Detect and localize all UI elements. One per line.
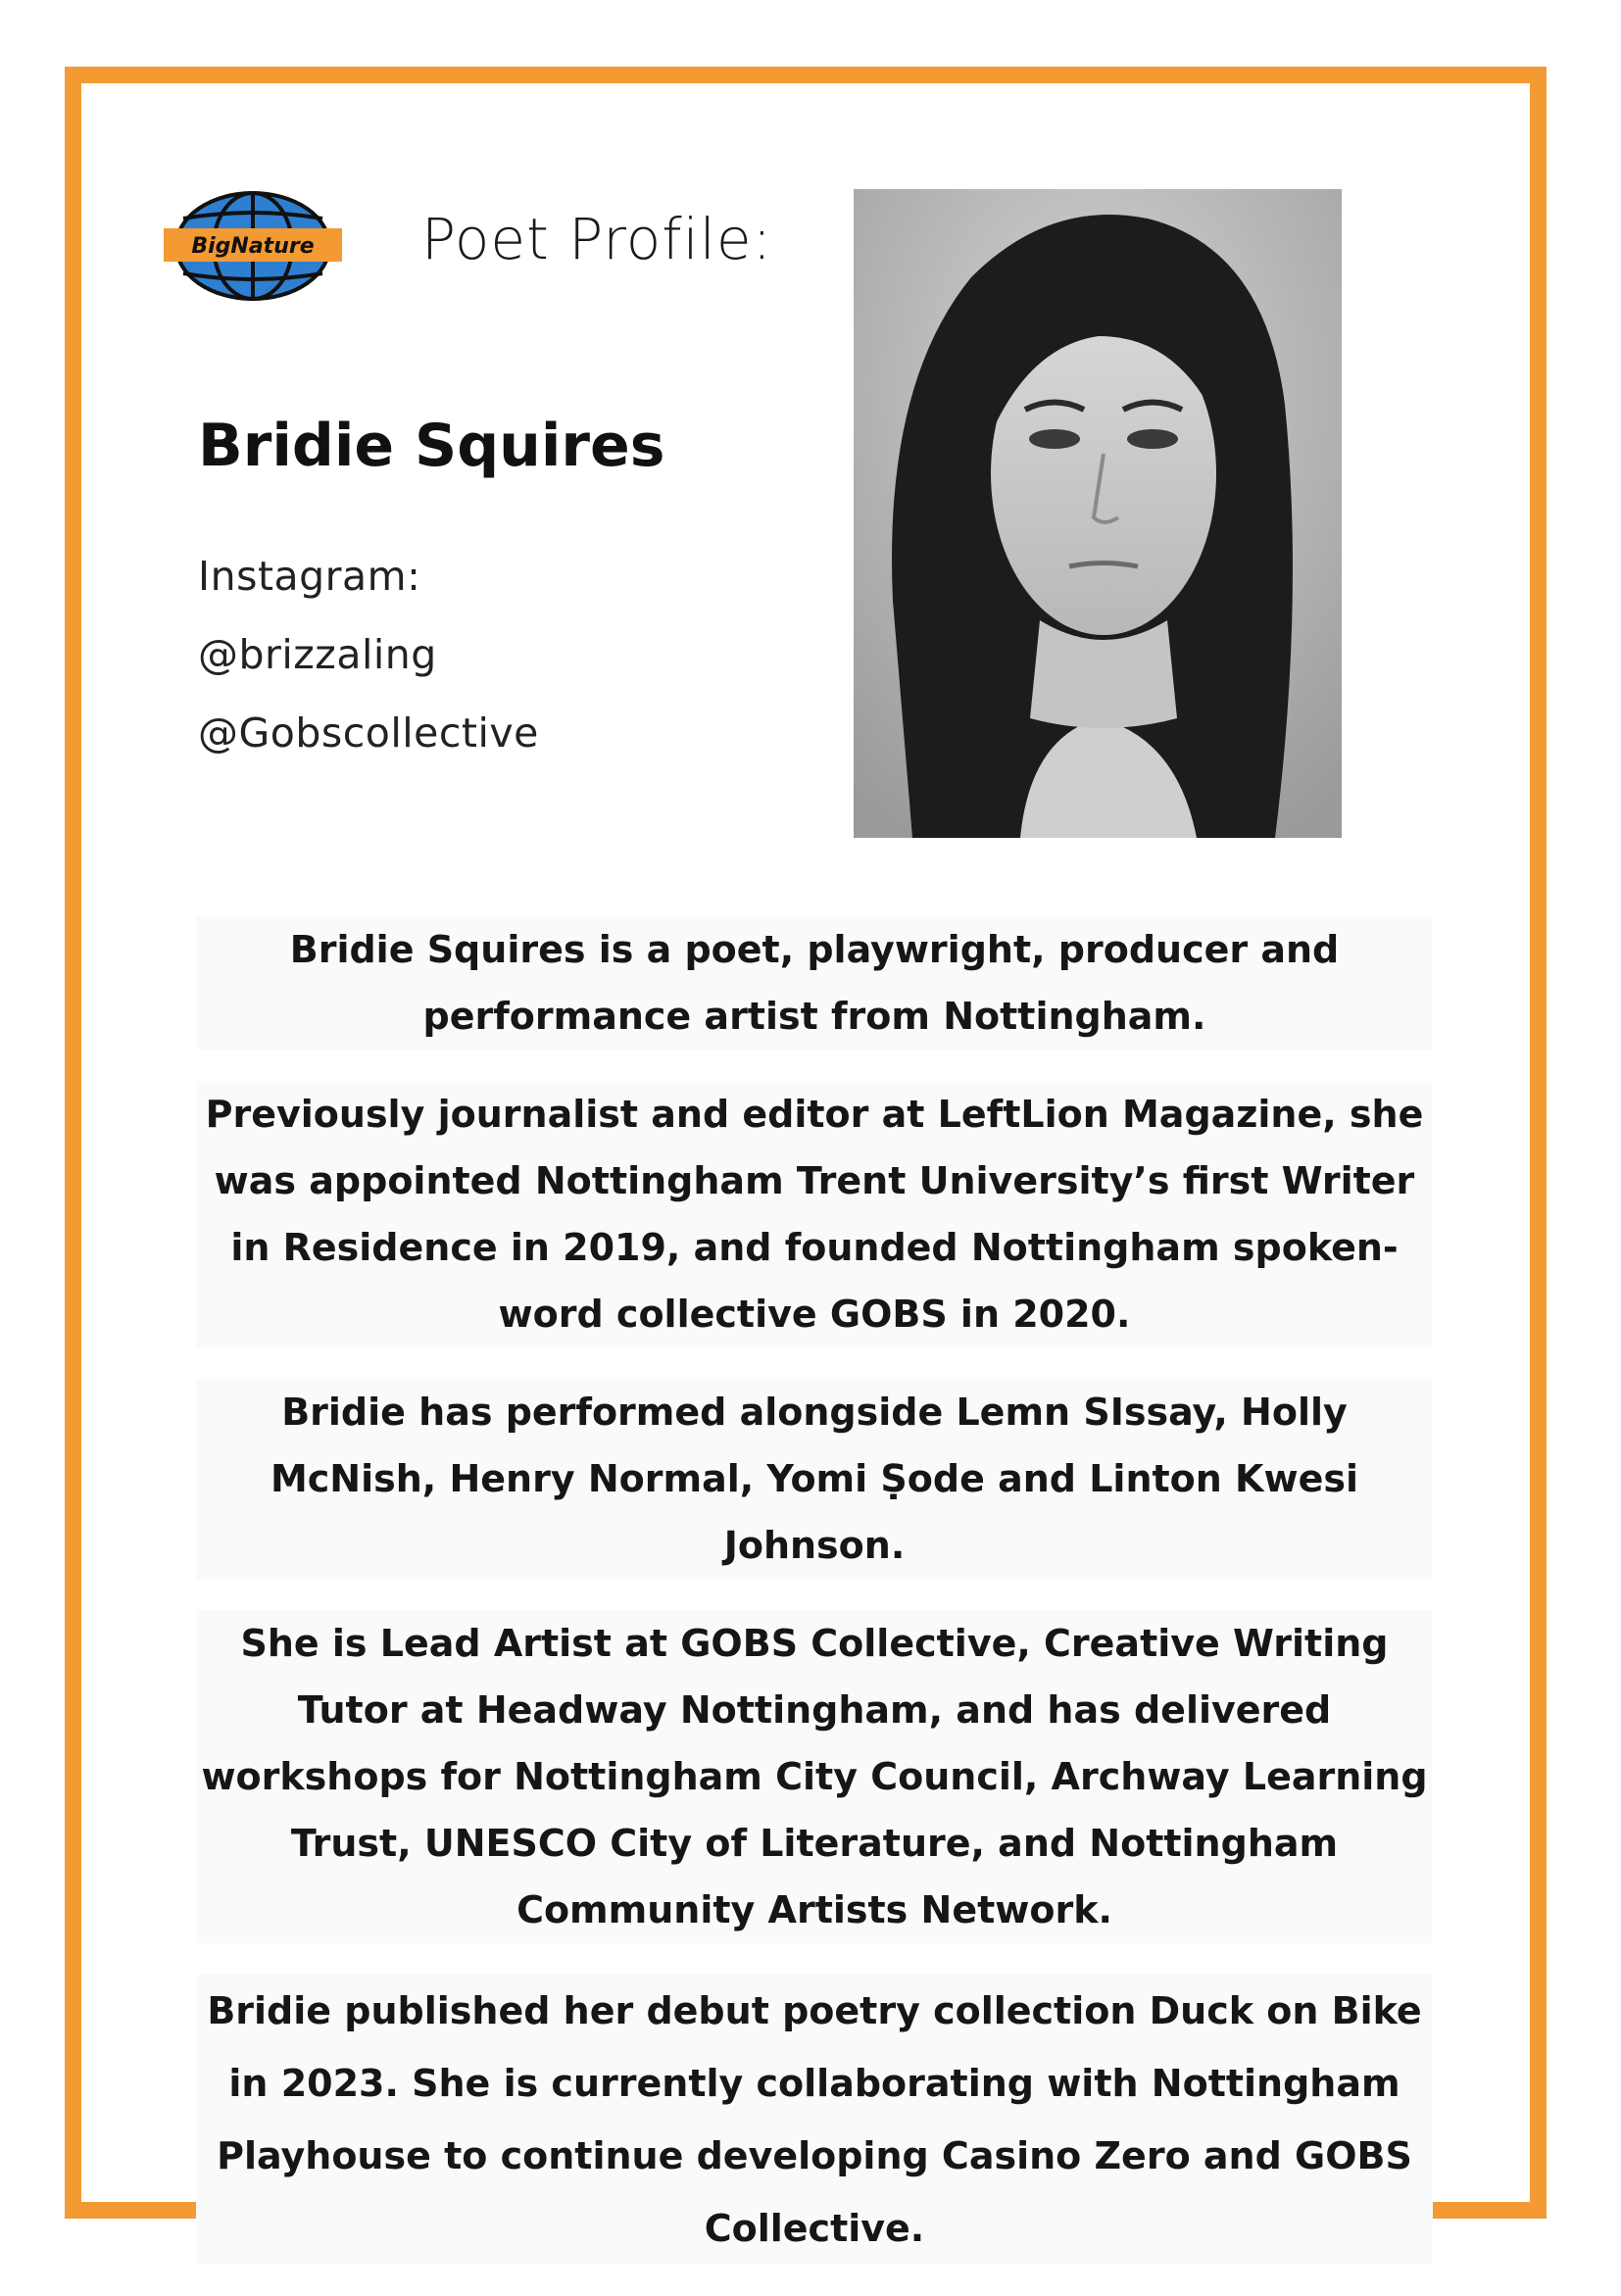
instagram-handle-1: @brizzaling bbox=[198, 631, 437, 678]
bio-paragraph-5: Bridie published her debut poetry collection Duck on Bike in 2023. She is currently collaborating with Nottingham Playhouse to continue developing Casino Zero and GOBS Collective. bbox=[196, 1975, 1433, 2265]
bio-paragraph-1: Bridie Squires is a poet, playwright, producer and performance artist from Nottingham. bbox=[196, 916, 1433, 1050]
social-handles bbox=[198, 537, 539, 772]
bignature-logo bbox=[162, 189, 344, 303]
social-label: Instagram: bbox=[198, 553, 421, 600]
bio-paragraph-3: Bridie has performed alongside Lemn SIssay, Holly McNish, Henry Normal, Yomi Ṣode and Linton Kwesi Johnson. bbox=[196, 1379, 1433, 1579]
poet-portrait-photo bbox=[854, 189, 1342, 838]
instagram-handle-2: @Gobscollective bbox=[198, 709, 539, 757]
logo-text: BigNature bbox=[191, 234, 315, 259]
poet-name: Bridie Squires bbox=[198, 412, 665, 480]
page-title: Poet Profile: bbox=[421, 206, 773, 272]
bio-paragraph-2: Previously journalist and editor at LeftLion Magazine, she was appointed Nottingham Trent University’s first Writer in Residence in 2019, and founded Nottingham spoken-word collective GOBS in 2020. bbox=[196, 1081, 1433, 1347]
bio-paragraph-4: She is Lead Artist at GOBS Collective, Creative Writing Tutor at Headway Nottingham, and has delivered workshops for Nottingham City Council, Archway Learning Trust, UNESCO City of Literature, and Nottingham Community Artists Network. bbox=[196, 1610, 1433, 1943]
biography bbox=[196, 916, 1433, 2296]
